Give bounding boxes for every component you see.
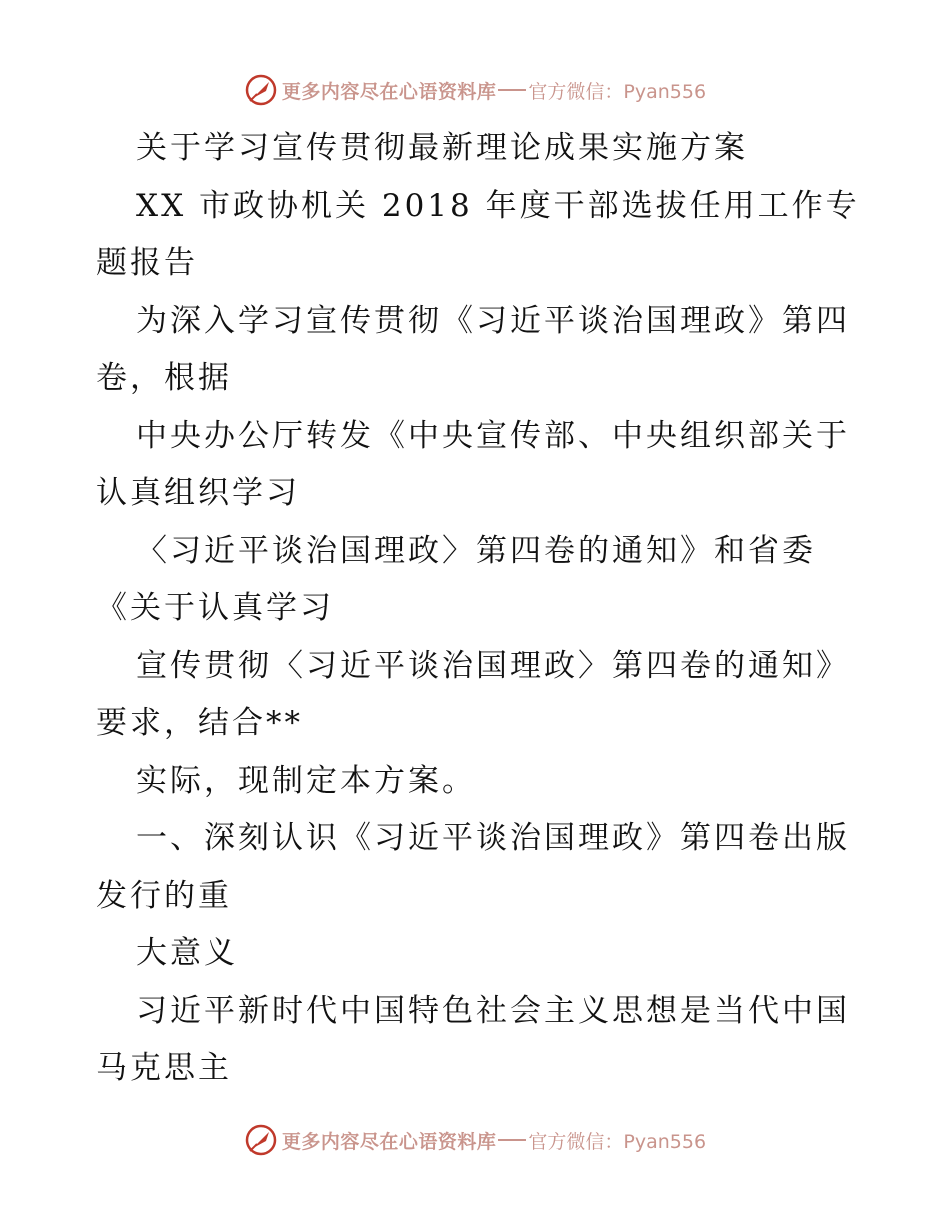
footer-watermark	[0, 1122, 950, 1158]
doc-line: 〈习近平谈治国理政〉第四卷的通知》和省委	[136, 532, 816, 569]
header-watermark	[0, 72, 950, 108]
doc-line: 要求，结合**	[96, 705, 303, 741]
section-heading: 一、深刻认识《习近平谈治国理政》第四卷出版	[136, 820, 850, 856]
watermark-contact: 官方微信：Pyan556	[528, 1130, 707, 1153]
watermark-contact: 官方微信：Pyan556	[528, 80, 707, 103]
doc-line: 为深入学习宣传贯彻《习近平谈治国理政》第四	[136, 302, 850, 339]
doc-line: 实际，现制定本方案。	[136, 762, 476, 799]
doc-line: 《关于认真学习	[96, 590, 334, 626]
doc-title: 关于学习宣传贯彻最新理论成果实施方案	[136, 130, 748, 166]
section-heading-cont: 大意义	[136, 935, 238, 971]
doc-line: 认真组织学习	[96, 475, 300, 511]
quill-logo-icon	[244, 1123, 278, 1157]
watermark-brand: 更多内容尽在心语资料库	[281, 1130, 497, 1153]
watermark-dash	[498, 89, 526, 91]
document-body	[96, 120, 860, 1098]
doc-subtitle: XX 市政协机关 2018 年度干部选拔任用工作专	[136, 187, 860, 224]
doc-line: 卷，根据	[96, 360, 232, 396]
section-heading-cont: 发行的重	[96, 877, 232, 914]
doc-subtitle-cont: 题报告	[96, 245, 198, 281]
quill-logo-icon	[244, 73, 278, 107]
watermark-brand: 更多内容尽在心语资料库	[281, 80, 497, 103]
doc-line: 宣传贯彻〈习近平谈治国理政〉第四卷的通知》	[136, 647, 850, 684]
doc-line: 中央办公厅转发《中央宣传部、中央组织部关于	[136, 417, 850, 454]
doc-line: 马克思主	[96, 1050, 232, 1086]
watermark-dash	[498, 1139, 526, 1141]
doc-line: 习近平新时代中国特色社会主义思想是当代中国	[136, 992, 850, 1029]
